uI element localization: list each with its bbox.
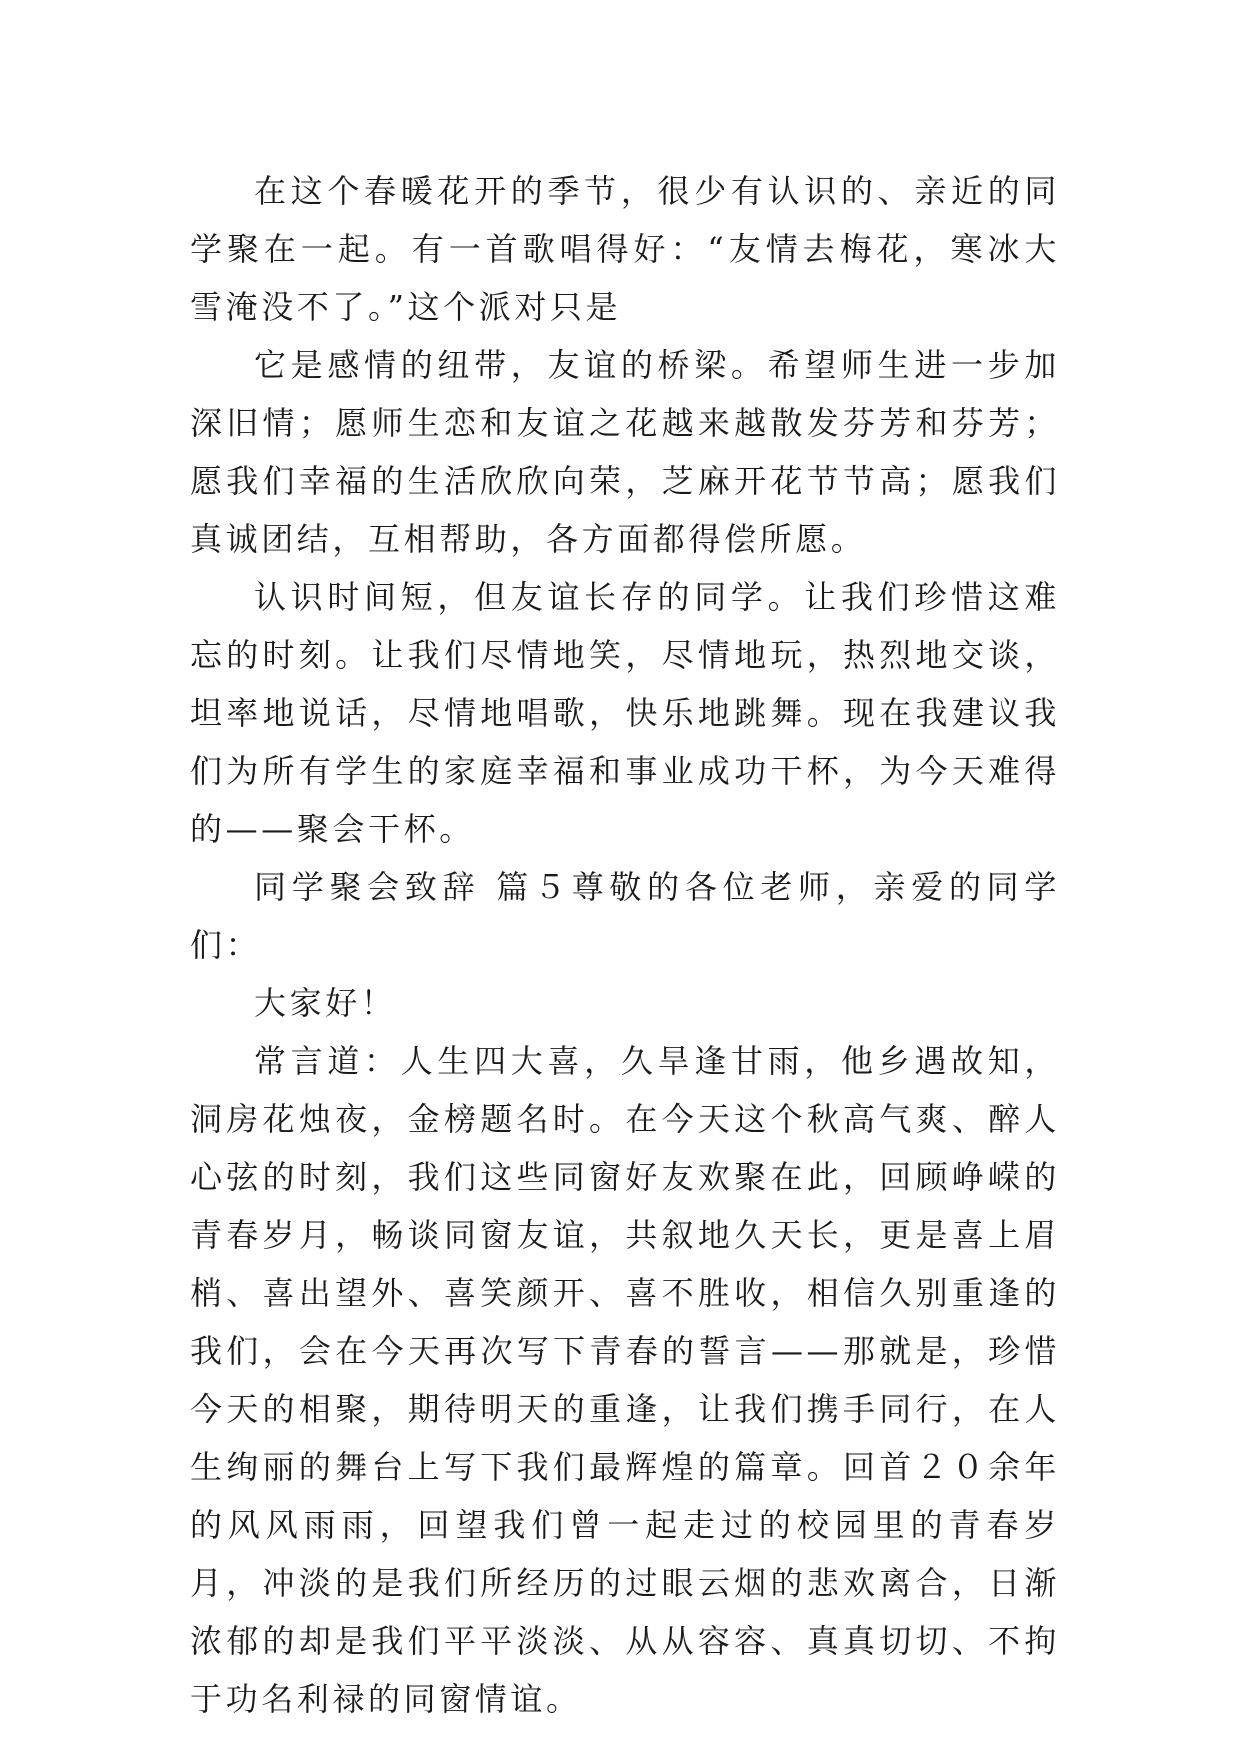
paragraph-2: 它是感情的纽带，友谊的桥梁。希望师生进一步加深旧情；愿师生恋和友谊之花越来越散发芬芳和芬芳；愿我们幸福的生活欣欣向荣，芝麻开花节节高；愿我们真诚团结，互相帮助，各方面都得偿所愿。	[190, 346, 1060, 558]
document-body	[190, 162, 1060, 1728]
paragraph-1: 在这个春暖花开的季节，很少有认识的、亲近的同学聚在一起。有一首歌唱得好：“友情去梅花，寒冰大雪淹没不了。”这个派对只是	[190, 172, 1060, 326]
paragraph-4: 常言道：人生四大喜，久旱逢甘雨，他乡遇故知，洞房花烛夜，金榜题名时。在今天这个秋高气爽、醉人心弦的时刻，我们这些同窗好友欢聚在此，回顾峥嵘的青春岁月，畅谈同窗友谊，共叙地久天长，更是喜上眉梢、喜出望外、喜笑颜开、喜不胜收，相信久别重逢的我们，会在今天再次写下青春的誓言——那就是，珍惜今天的相聚，期待明天的重逢，让我们携手同行，在人生绚丽的舞台上写下我们最辉煌的篇章。回首２０余年的风风雨雨，回望我们曾一起走过的校园里的青春岁月，冲淡的是我们所经历的过眼云烟的悲欢离合，日渐浓郁的却是我们平平淡淡、从从容容、真真切切、不拘于功名利禄的同窗情谊。	[190, 1042, 1060, 1718]
paragraph-3: 认识时间短，但友谊长存的同学。让我们珍惜这难忘的时刻。让我们尽情地笑，尽情地玩，热烈地交谈，坦率地说话，尽情地唱歌，快乐地跳舞。现在我建议我们为所有学生的家庭幸福和事业成功干杯，为今天难得的——聚会干杯。	[190, 578, 1060, 848]
section-heading-line: 同学聚会致辞 篇５尊敬的各位老师，亲爱的同学们：	[190, 868, 1060, 964]
greeting-line: 大家好！	[254, 984, 397, 1022]
